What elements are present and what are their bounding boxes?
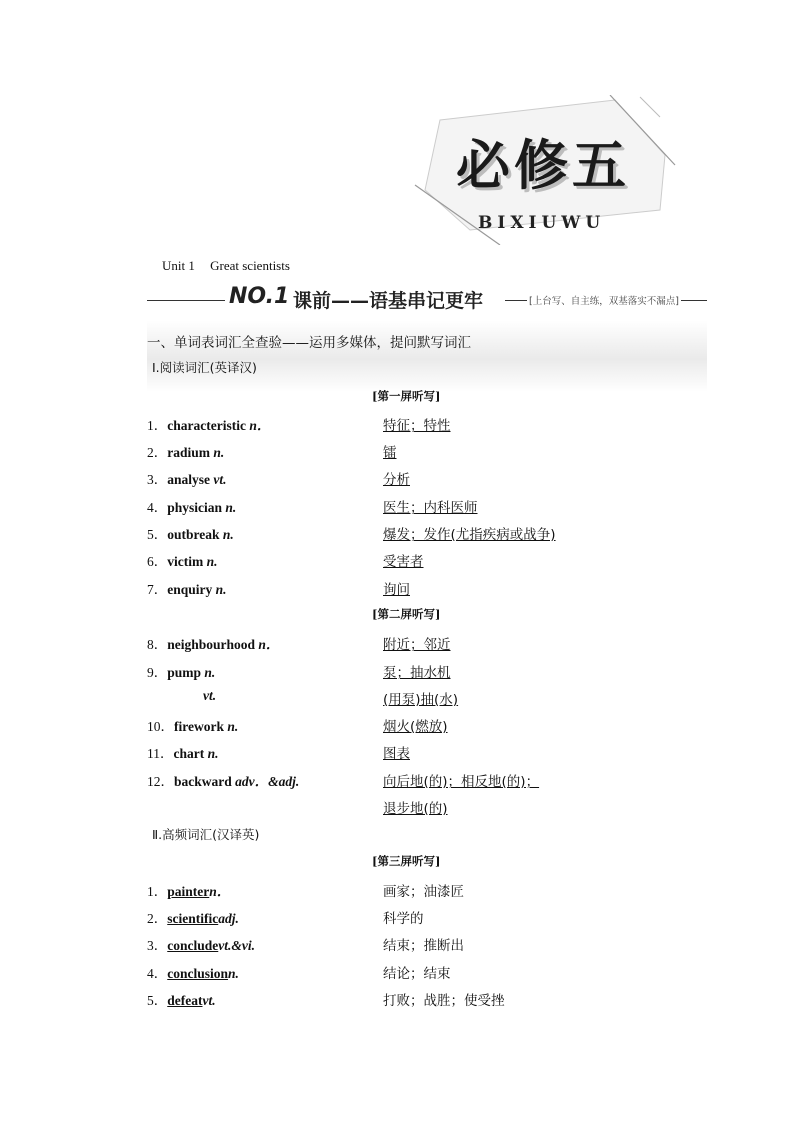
part1-label: Ⅰ.阅读词汇(英译汉): [152, 360, 257, 375]
english-term: [147, 496, 236, 516]
vocab-row: [0, 496, 794, 516]
chinese-meaning: 特征；特性: [383, 418, 451, 434]
item-number: 3．: [147, 472, 168, 487]
word: defeat: [167, 993, 203, 1008]
vocab-row: [0, 715, 794, 735]
part-of-speech: n.: [213, 445, 225, 460]
item-number: 2．: [147, 911, 168, 926]
item-number: 5．: [147, 993, 168, 1008]
word: backward: [174, 774, 232, 789]
chinese-meaning: 退步地(的): [383, 801, 448, 817]
chinese-meaning: (用泵)抽(水): [383, 692, 459, 708]
part-of-speech: n．: [209, 884, 231, 899]
english-term: [147, 962, 239, 982]
item-number: 6．: [147, 554, 168, 569]
item-number: 1．: [147, 884, 168, 899]
vocab-row: [0, 550, 794, 570]
chinese-meaning: 科学的: [383, 911, 424, 927]
item-number: 3．: [147, 938, 168, 953]
banner-title: 必修五: [456, 134, 630, 197]
vocab-row: [0, 934, 794, 954]
chinese-meaning: 画家；油漆匠: [383, 884, 464, 900]
section-title: 课前——语基串记更牢: [293, 290, 484, 312]
group-label: [第二屏听写]: [372, 607, 441, 621]
english-term: [147, 523, 234, 543]
english-term: [147, 742, 219, 762]
word: characteristic: [167, 418, 246, 433]
item-number: 7．: [147, 582, 168, 597]
vocab-row: [0, 742, 794, 762]
chinese-meaning: 打败；战胜；使受挫: [383, 993, 505, 1009]
part-of-speech: adj.: [218, 911, 239, 926]
english-term: [147, 441, 224, 461]
part-of-speech: n．: [258, 637, 280, 652]
word: conclude: [167, 938, 219, 953]
english-term: [147, 550, 218, 570]
part-of-speech: vt.: [202, 993, 216, 1008]
chinese-meaning: 向后地(的)；相反地(的)；: [383, 774, 540, 790]
vocab-row: [0, 907, 794, 927]
word: physician: [167, 500, 223, 515]
banner: [410, 95, 680, 245]
chinese-meaning: 泵；抽水机: [383, 665, 451, 681]
vocab-row: [0, 989, 794, 1009]
item-number: 1．: [147, 418, 168, 433]
english-term: [147, 715, 238, 735]
vocab-row: [0, 962, 794, 982]
part-of-speech: n.: [207, 746, 219, 761]
item-number: 5．: [147, 527, 168, 542]
vocab-row: [0, 414, 794, 434]
word: conclusion: [167, 966, 229, 981]
group-label: [第一屏听写]: [372, 389, 441, 403]
english-term: [147, 578, 227, 598]
item-number: 10．: [147, 719, 174, 734]
part-of-speech: n.: [225, 500, 237, 515]
chinese-meaning: 附近；邻近: [383, 637, 451, 653]
part-of-speech: n．: [249, 418, 271, 433]
item-number: 4．: [147, 966, 168, 981]
group-label: [第三屏听写]: [372, 854, 441, 868]
word: enquiry: [167, 582, 213, 597]
vocab-row: [0, 468, 794, 488]
part-of-speech: vt.: [213, 472, 227, 487]
word: firework: [174, 719, 224, 734]
vocab-row: [0, 661, 794, 681]
word: analyse: [167, 472, 211, 487]
unit-title: Great scientists: [210, 258, 290, 273]
part2-label: Ⅱ.高频词汇(汉译英): [152, 827, 260, 842]
chinese-meaning: 受害者: [383, 554, 424, 570]
english-term: [147, 907, 239, 927]
word: radium: [167, 445, 211, 460]
english-term: [147, 770, 299, 790]
item-number: 2．: [147, 445, 168, 460]
vocab-row: [0, 797, 794, 817]
part-of-speech: adv．&adj.: [235, 774, 300, 789]
part-of-speech: n.: [227, 719, 239, 734]
part-of-speech: vt.: [203, 688, 217, 703]
vocab-row: [0, 770, 794, 790]
section-number: NO.1: [229, 284, 290, 309]
divider: [147, 300, 225, 301]
item-number: 4．: [147, 500, 168, 515]
word: pump: [167, 665, 202, 680]
chinese-meaning: 结束；推断出: [383, 938, 464, 954]
item-number: 8．: [147, 637, 168, 652]
chinese-meaning: 分析: [383, 472, 410, 488]
part-of-speech: n.: [215, 582, 227, 597]
chinese-meaning: 烟火(燃放): [383, 719, 448, 735]
vocab-heading: 一、单词表词汇全查验——运用多媒体，提问默写词汇: [147, 335, 471, 351]
english-term: [147, 934, 255, 954]
word: scientific: [167, 911, 219, 926]
chinese-meaning: 医生；内科医师: [383, 500, 478, 516]
english-term: [147, 661, 215, 681]
part-of-speech: n.: [222, 527, 234, 542]
english-term: [147, 633, 279, 653]
vocab-row: [0, 578, 794, 598]
unit-number: Unit 1: [162, 258, 195, 273]
word: chart: [173, 746, 205, 761]
unit-heading: [162, 258, 290, 274]
chinese-meaning: 图表: [383, 746, 410, 762]
item-number: 9．: [147, 665, 168, 680]
english-term: [203, 688, 216, 704]
english-term: [147, 989, 216, 1009]
vocab-row: [0, 441, 794, 461]
vocab-row: [0, 523, 794, 543]
word: outbreak: [167, 527, 220, 542]
vocab-row: [0, 633, 794, 653]
part-of-speech: n.: [204, 665, 216, 680]
item-number: 11．: [147, 746, 174, 761]
chinese-meaning: 询问: [383, 582, 410, 598]
section-subtitle: [上台写、自主练，双基落实不漏点]: [527, 293, 681, 307]
vocab-row: [0, 880, 794, 900]
english-term: [147, 468, 227, 488]
part-of-speech: n.: [206, 554, 218, 569]
english-term: [147, 414, 270, 434]
word: painter: [167, 884, 210, 899]
chinese-meaning: 爆发；发作(尤指疾病或战争): [383, 527, 556, 543]
item-number: 12．: [147, 774, 174, 789]
english-term: [147, 880, 230, 900]
part-of-speech: n.: [228, 966, 239, 981]
word: victim: [167, 554, 204, 569]
part-of-speech: vt.&vi.: [218, 938, 256, 953]
chinese-meaning: 镭: [383, 445, 397, 461]
chinese-meaning: 结论；结束: [383, 966, 451, 982]
banner-subtitle: BIXIUWU: [478, 213, 606, 233]
vocab-row: [0, 688, 794, 708]
word: neighbourhood: [167, 637, 256, 652]
